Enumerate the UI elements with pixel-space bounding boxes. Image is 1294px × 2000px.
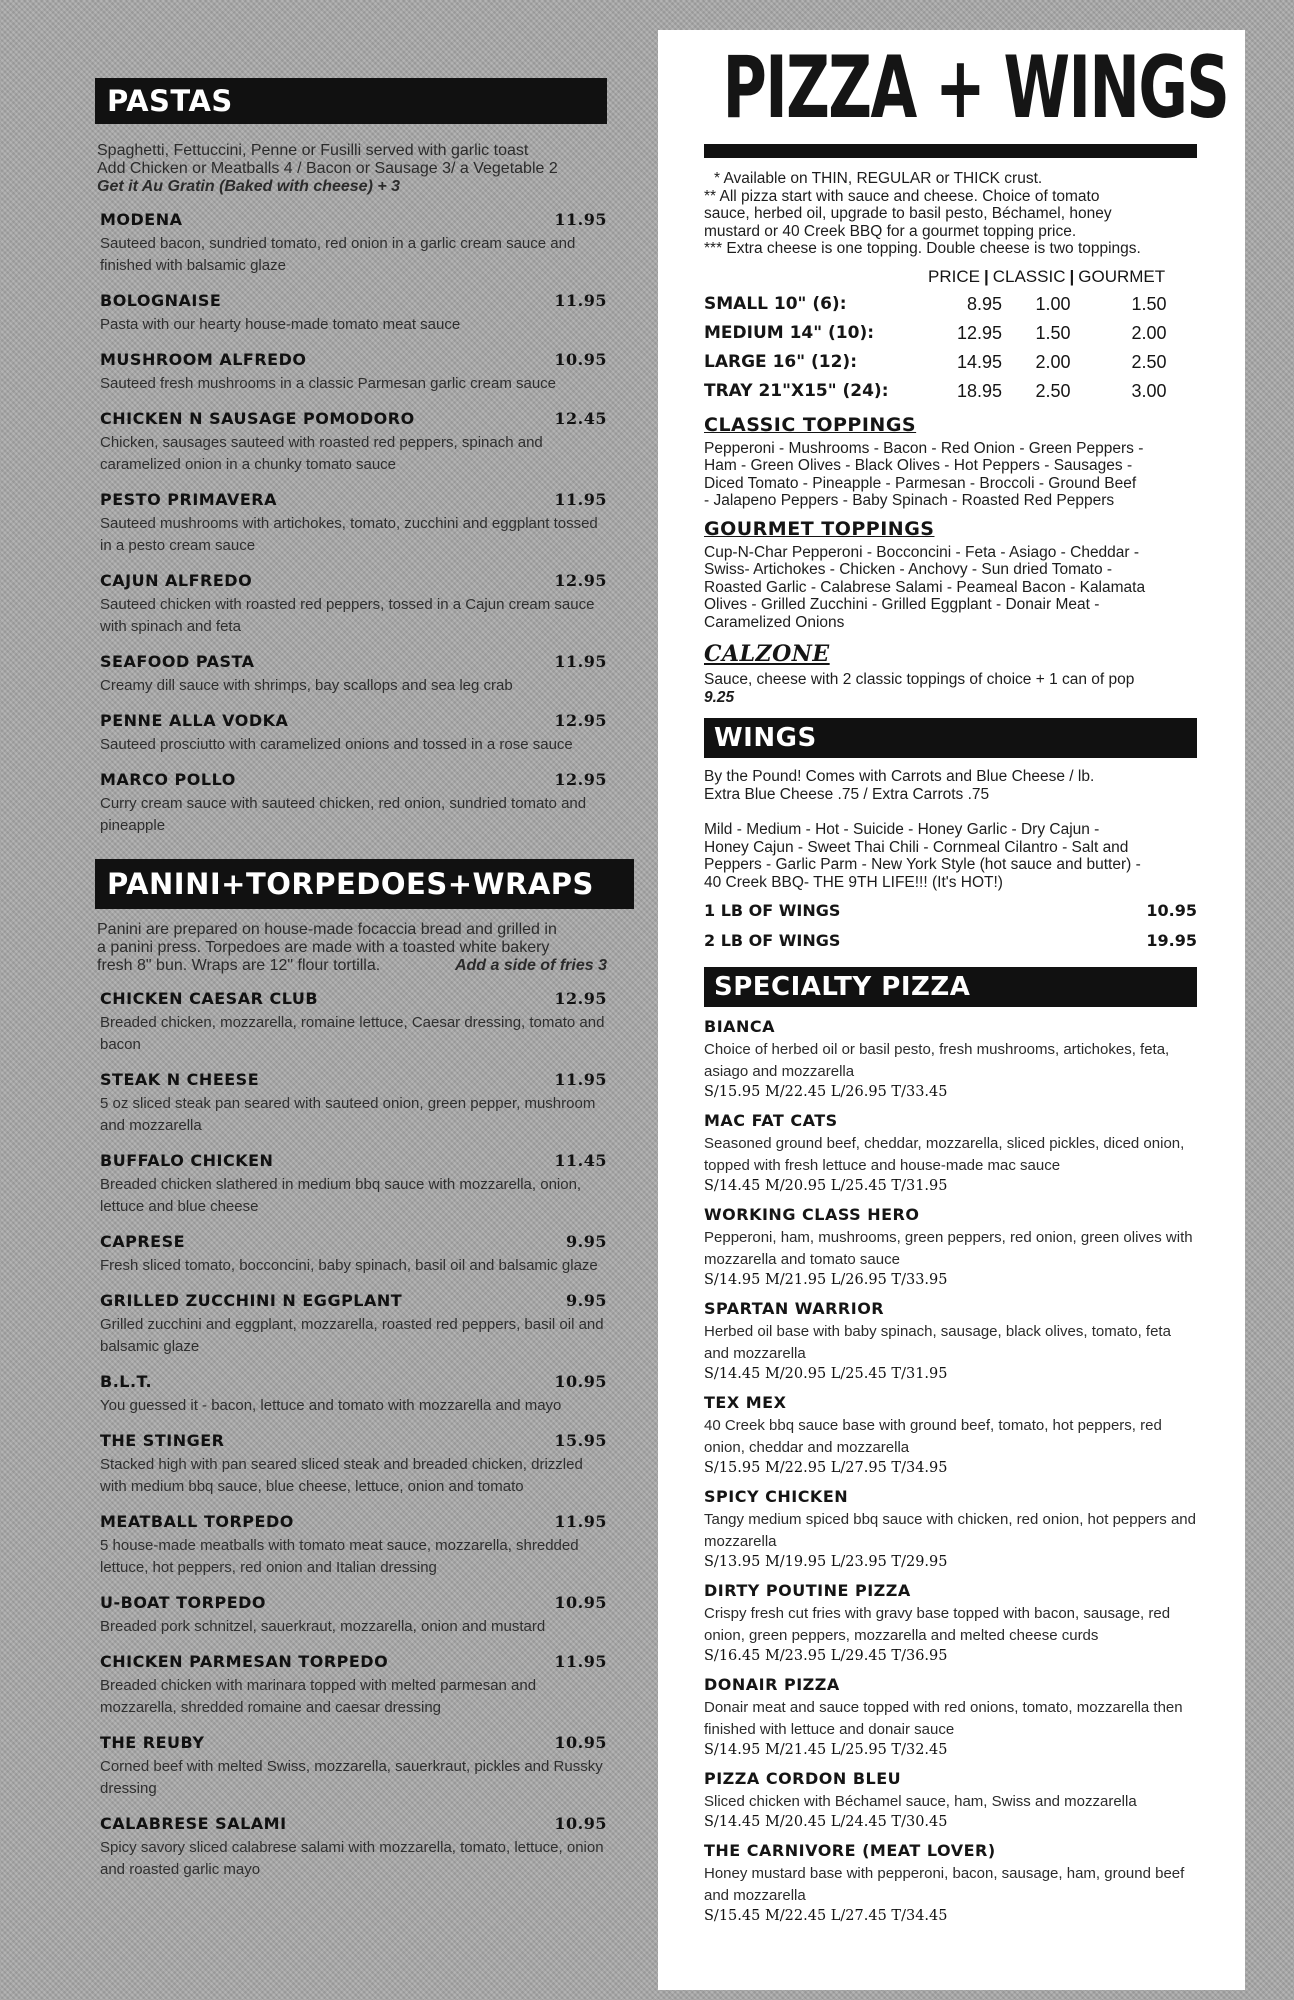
specialty-prices: S/14.45 M/20.95 L/25.45 T/31.95 bbox=[704, 1366, 948, 1382]
item-desc: Grilled zucchini and eggplant, mozzarella, roasted red peppers, basil oil and balsamic glaze bbox=[100, 1316, 604, 1355]
topping-line: Cup-N-Char Pepperoni - Bocconcini - Feta - Asiago - Cheddar - bbox=[704, 543, 1140, 561]
item-desc: Breaded chicken, mozzarella, romaine lettuce, Caesar dressing, tomato and bacon bbox=[100, 1014, 605, 1053]
item-name: BUFFALO CHICKEN bbox=[100, 1151, 274, 1170]
specialty-list bbox=[704, 1017, 1197, 1925]
note-line: *** Extra cheese is one topping. Double cheese is two toppings. bbox=[704, 240, 1141, 257]
menu-item bbox=[100, 989, 607, 1056]
item-name: CHICKEN CAESAR CLUB bbox=[100, 989, 319, 1008]
specialty-item bbox=[704, 1769, 1197, 1831]
item-price: 10.95 bbox=[554, 1814, 607, 1833]
specialty-desc: Choice of herbed oil or basil pesto, fresh mushrooms, artichokes, feta, asiago and mozzarella bbox=[704, 1041, 1170, 1080]
fries-note: Add a side of fries 3 bbox=[454, 957, 607, 974]
item-name: PESTO PRIMAVERA bbox=[100, 490, 277, 509]
specialty-prices: S/14.45 M/20.45 L/24.45 T/30.45 bbox=[704, 1814, 948, 1830]
specialty-name: THE CARNIVORE (MEAT LOVER) bbox=[704, 1841, 996, 1860]
specialty-name: BIANCA bbox=[704, 1017, 776, 1036]
item-desc: Sauteed mushrooms with artichokes, tomato, zucchini and eggplant tossed in a pesto cream sauce bbox=[100, 515, 598, 554]
size-name: LARGE 16" (12): bbox=[704, 351, 857, 372]
specialty-item bbox=[704, 1111, 1197, 1195]
specialty-prices: S/16.45 M/23.95 L/29.45 T/36.95 bbox=[704, 1648, 948, 1664]
specialty-prices: S/14.95 M/21.45 L/25.95 T/32.45 bbox=[704, 1742, 948, 1758]
calzone-price: 9.25 bbox=[704, 688, 735, 706]
specialty-item bbox=[704, 1017, 1197, 1101]
pasta-list bbox=[95, 210, 607, 837]
item-name: SEAFOOD PASTA bbox=[100, 652, 255, 671]
panini-intro bbox=[97, 921, 607, 975]
topping-line: Ham - Green Olives - Black Olives - Hot Peppers - Sausages - bbox=[704, 457, 1133, 474]
panini-list bbox=[95, 989, 607, 1881]
specialty-name: TEX MEX bbox=[704, 1393, 787, 1412]
specialty-name: SPARTAN WARRIOR bbox=[704, 1299, 885, 1318]
pizza-wings-title: PIZZA + WINGS bbox=[722, 38, 1229, 138]
specialty-name: WORKING CLASS HERO bbox=[704, 1205, 920, 1224]
item-desc: Sauteed bacon, sundried tomato, red onion in a garlic cream sauce and finished with balsamic glaze bbox=[100, 235, 576, 274]
flavour-line: 40 Creek BBQ- THE 9TH LIFE!!! (It's HOT!) bbox=[704, 873, 1003, 891]
specialty-item bbox=[704, 1675, 1197, 1759]
calzone-desc: Sauce, cheese with 2 classic toppings of choice + 1 can of pop bbox=[704, 671, 1135, 688]
item-name: THE REUBY bbox=[100, 1733, 205, 1752]
note-line: sauce, herbed oil, upgrade to basil pesto, Béchamel, honey bbox=[704, 205, 1112, 222]
item-desc: Fresh sliced tomato, bocconcini, baby spinach, basil oil and balsamic glaze bbox=[100, 1257, 598, 1274]
item-price: 10.95 bbox=[554, 1733, 607, 1752]
menu-item bbox=[100, 1512, 607, 1579]
item-name: CAJUN ALFREDO bbox=[100, 571, 253, 590]
classic-toppings-heading: CLASSIC TOPPINGS bbox=[704, 413, 917, 436]
left-column bbox=[95, 78, 607, 1881]
menu-item bbox=[100, 1232, 607, 1277]
topping-line: Caramelized Onions bbox=[704, 613, 845, 631]
item-desc: Curry cream sauce with sauteed chicken, red onion, sundried tomato and pineapple bbox=[100, 795, 587, 834]
item-name: MEATBALL TORPEDO bbox=[100, 1512, 294, 1531]
specialty-item bbox=[704, 1393, 1197, 1477]
wing-row-price: 10.95 bbox=[1146, 901, 1197, 920]
specialty-desc: Tangy medium spiced bbq sauce with chicken, red onion, hot peppers and mozzarella bbox=[704, 1511, 1196, 1550]
item-desc: Breaded chicken slathered in medium bbq sauce with mozzarella, onion, lettuce and blue cheese bbox=[100, 1176, 582, 1215]
topping-line: Swiss- Artichokes - Chicken - Anchovy - Sun dried Tomato - bbox=[704, 561, 1113, 578]
specialty-desc: Crispy fresh cut fries with gravy base topped with bacon, sausage, red onion, green peppers, mozzarella and melted cheese curds bbox=[704, 1605, 1171, 1644]
specialty-item bbox=[704, 1299, 1197, 1383]
item-price: 10.95 bbox=[554, 350, 607, 369]
classic-price: 2.00 bbox=[1035, 351, 1071, 372]
item-price: 11.95 bbox=[554, 1070, 607, 1089]
item-name: PENNE ALLA VODKA bbox=[100, 711, 289, 730]
specialty-item bbox=[704, 1205, 1197, 1289]
item-price: 12.95 bbox=[554, 571, 607, 590]
item-name: MARCO POLLO bbox=[100, 770, 236, 789]
specialty-heading: SPECIALTY PIZZA bbox=[704, 967, 1197, 1007]
item-desc: Corned beef with melted Swiss, mozzarella, sauerkraut, pickles and Russky dressing bbox=[100, 1758, 603, 1797]
size-price: 8.95 bbox=[966, 293, 1002, 314]
topping-line: Diced Tomato - Pineapple - Parmesan - Broccoli - Ground Beef bbox=[704, 474, 1137, 492]
gourmet-price: 3.00 bbox=[1131, 380, 1167, 401]
menu-item bbox=[100, 1151, 607, 1218]
item-name: MODENA bbox=[100, 210, 183, 229]
topping-line: - Jalapeno Peppers - Baby Spinach - Roasted Red Peppers bbox=[704, 492, 1115, 509]
size-name: SMALL 10" (6): bbox=[704, 293, 847, 314]
menu-item bbox=[100, 711, 607, 756]
menu-item bbox=[100, 1372, 607, 1417]
menu-item bbox=[100, 770, 607, 837]
gourmet-toppings-list bbox=[704, 544, 1197, 632]
specialty-prices: S/14.95 M/21.95 L/26.95 T/33.95 bbox=[704, 1272, 948, 1288]
item-price: 11.95 bbox=[554, 210, 607, 229]
menu-item bbox=[100, 409, 607, 476]
size-row bbox=[704, 290, 1197, 319]
item-desc: Chicken, sausages sauteed with roasted red peppers, spinach and caramelized onion in a chunky tomato sauce bbox=[100, 434, 543, 473]
specialty-prices: S/15.95 M/22.95 L/27.95 T/34.95 bbox=[704, 1460, 948, 1476]
item-name: U-BOAT TORPEDO bbox=[100, 1593, 266, 1612]
topping-line: Roasted Garlic - Calabrese Salami - Peameal Bacon - Kalamata bbox=[704, 578, 1146, 596]
size-price: 14.95 bbox=[956, 351, 1002, 372]
title-rule bbox=[704, 144, 1197, 158]
panini-intro-line: a panini press. Torpedoes are made with a toasted white bakery bbox=[97, 939, 550, 956]
item-desc: 5 oz sliced steak pan seared with sauteed onion, green pepper, mushroom and mozzarella bbox=[100, 1095, 596, 1134]
note-line: ** All pizza start with sauce and cheese. Choice of tomato bbox=[704, 187, 1100, 205]
menu-item bbox=[100, 1070, 607, 1137]
specialty-name: DIRTY POUTINE PIZZA bbox=[704, 1581, 911, 1600]
size-row bbox=[704, 377, 1197, 406]
right-column bbox=[658, 30, 1245, 1990]
menu-item bbox=[100, 1593, 607, 1638]
classic-price: 1.00 bbox=[1035, 293, 1071, 314]
menu-item bbox=[100, 1733, 607, 1800]
specialty-desc: Donair meat and sauce topped with red onions, tomato, mozzarella then finished with lettuce and donair sauce bbox=[704, 1699, 1183, 1738]
size-price: 12.95 bbox=[956, 322, 1002, 343]
topping-line: Pepperoni - Mushrooms - Bacon - Red Onion - Green Peppers - bbox=[704, 439, 1144, 457]
item-desc: Sauteed chicken with roasted red peppers, tossed in a Cajun cream sauce with spinach and feta bbox=[100, 596, 595, 635]
item-desc: 5 house-made meatballs with tomato meat sauce, mozzarella, shredded lettuce, hot peppers, red onion and Italian dressing bbox=[100, 1537, 579, 1576]
classic-toppings-list bbox=[704, 440, 1197, 510]
size-price: 18.95 bbox=[956, 380, 1002, 401]
specialty-desc: Pepperoni, ham, mushrooms, green peppers, red onion, green olives with mozzarella and tomato sauce bbox=[704, 1229, 1193, 1268]
item-name: CHICKEN PARMESAN TORPEDO bbox=[100, 1652, 389, 1671]
menu-item bbox=[100, 571, 607, 638]
item-name: MUSHROOM ALFREDO bbox=[100, 350, 307, 369]
item-name: STEAK N CHEESE bbox=[100, 1070, 260, 1089]
item-desc: Creamy dill sauce with shrimps, bay scallops and sea leg crab bbox=[100, 677, 513, 694]
pastas-intro-line: Spaghetti, Fettuccini, Penne or Fusilli served with garlic toast bbox=[97, 142, 529, 159]
item-name: BOLOGNAISE bbox=[100, 291, 222, 310]
menu-item bbox=[100, 210, 607, 277]
classic-price: 2.50 bbox=[1035, 380, 1071, 401]
item-name: THE STINGER bbox=[100, 1431, 225, 1450]
specialty-name: MAC FAT CATS bbox=[704, 1111, 838, 1130]
note-line: mustard or 40 Creek BBQ for a gourmet topping price. bbox=[704, 222, 1077, 240]
pastas-intro bbox=[97, 142, 607, 196]
item-price: 11.95 bbox=[554, 1652, 607, 1671]
item-price: 11.95 bbox=[554, 652, 607, 671]
pastas-intro-line: Add Chicken or Meatballs 4 / Bacon or Sausage 3/ a Vegetable 2 bbox=[97, 160, 558, 177]
col-gourmet: GOURMET bbox=[1078, 266, 1166, 286]
menu-item bbox=[100, 490, 607, 557]
pizza-notes bbox=[704, 170, 1197, 258]
pastas-heading: PASTAS bbox=[95, 78, 607, 124]
gourmet-toppings-heading: GOURMET TOPPINGS bbox=[704, 517, 935, 540]
item-price: 12.95 bbox=[554, 770, 607, 789]
panini-intro-line: Panini are prepared on house-made focaccia bread and grilled in bbox=[97, 921, 557, 938]
gourmet-price: 2.00 bbox=[1131, 322, 1167, 343]
item-desc: Sauteed fresh mushrooms in a classic Parmesan garlic cream sauce bbox=[100, 375, 557, 392]
wings-heading: WINGS bbox=[704, 718, 1197, 758]
menu-item bbox=[100, 350, 607, 395]
specialty-item bbox=[704, 1487, 1197, 1571]
size-row bbox=[704, 348, 1197, 377]
item-name: CHICKEN N SAUSAGE POMODORO bbox=[100, 409, 415, 428]
gourmet-price: 2.50 bbox=[1131, 351, 1167, 372]
menu-item bbox=[100, 652, 607, 697]
specialty-prices: S/15.95 M/22.45 L/26.95 T/33.45 bbox=[704, 1084, 948, 1100]
item-price: 11.95 bbox=[554, 291, 607, 310]
size-price-table bbox=[704, 264, 1197, 406]
item-price: 9.95 bbox=[566, 1291, 607, 1310]
wing-row-name: 1 LB OF WINGS bbox=[704, 901, 841, 920]
gourmet-price: 1.50 bbox=[1131, 293, 1167, 314]
menu-item bbox=[100, 1814, 607, 1881]
col-price: PRICE bbox=[928, 266, 980, 286]
specialty-prices: S/14.45 M/20.95 L/25.45 T/31.95 bbox=[704, 1178, 948, 1194]
pastas-gratin-note: Get it Au Gratin (Baked with cheese) + 3 bbox=[97, 178, 401, 195]
item-desc: Pasta with our hearty house-made tomato meat sauce bbox=[100, 316, 461, 333]
menu-item bbox=[100, 1291, 607, 1358]
table-header: PRICE | CLASSIC | GOURMET bbox=[704, 264, 1197, 290]
specialty-name: PIZZA CORDON BLEU bbox=[704, 1769, 902, 1788]
item-desc: Sauteed prosciutto with caramelized onions and tossed in a rose sauce bbox=[100, 736, 573, 753]
menu-item bbox=[100, 1652, 607, 1719]
specialty-name: SPICY CHICKEN bbox=[704, 1487, 849, 1506]
wings-desc-line: By the Pound! Comes with Carrots and Blue Cheese / lb. bbox=[704, 768, 1095, 785]
specialty-prices: S/15.45 M/22.45 L/27.45 T/34.45 bbox=[704, 1908, 948, 1924]
item-price: 9.95 bbox=[566, 1232, 607, 1251]
menu-item bbox=[100, 291, 607, 336]
item-desc: Breaded pork schnitzel, sauerkraut, mozzarella, onion and mustard bbox=[100, 1618, 546, 1635]
specialty-desc: Herbed oil base with baby spinach, sausage, black olives, tomato, feta and mozzarella bbox=[704, 1323, 1171, 1362]
topping-line: Olives - Grilled Zucchini - Grilled Eggplant - Donair Meat - bbox=[704, 596, 1100, 613]
specialty-item bbox=[704, 1841, 1197, 1925]
wing-row bbox=[704, 901, 1197, 921]
panini-heading: PANINI+TORPEDOES+WRAPS bbox=[95, 859, 634, 909]
wings-desc bbox=[704, 768, 1197, 803]
item-name: CAPRESE bbox=[100, 1232, 186, 1251]
item-price: 12.45 bbox=[554, 409, 607, 428]
flavour-line: Honey Cajun - Sweet Thai Chili - Cornmeal Cilantro - Salt and bbox=[704, 838, 1129, 856]
specialty-desc: Honey mustard base with pepperoni, bacon, sausage, ham, ground beef and mozzarella bbox=[704, 1865, 1185, 1904]
size-row bbox=[704, 319, 1197, 348]
item-price: 10.95 bbox=[554, 1372, 607, 1391]
classic-price: 1.50 bbox=[1035, 322, 1071, 343]
item-price: 12.95 bbox=[554, 989, 607, 1008]
wing-row-name: 2 LB OF WINGS bbox=[704, 931, 841, 950]
col-classic: CLASSIC bbox=[992, 266, 1066, 286]
size-name: TRAY 21"X15" (24): bbox=[704, 380, 889, 401]
item-name: GRILLED ZUCCHINI N EGGPLANT bbox=[100, 1291, 403, 1310]
item-name: B.L.T. bbox=[100, 1372, 153, 1391]
specialty-item bbox=[704, 1581, 1197, 1665]
item-price: 11.95 bbox=[554, 1512, 607, 1531]
item-desc: Breaded chicken with marinara topped with melted parmesan and mozzarella, shredded romaine and caesar dressing bbox=[100, 1677, 537, 1716]
item-desc: Stacked high with pan seared sliced steak and breaded chicken, drizzled with medium bbq sauce, blue cheese, lettuce, onion and tomato bbox=[100, 1456, 583, 1495]
specialty-desc: Sliced chicken with Béchamel sauce, ham, Swiss and mozzarella bbox=[704, 1793, 1137, 1810]
specialty-prices: S/13.95 M/19.95 L/23.95 T/29.95 bbox=[704, 1554, 948, 1570]
item-price: 11.95 bbox=[554, 490, 607, 509]
flavour-line: Mild - Medium - Hot - Suicide - Honey Garlic - Dry Cajun - bbox=[704, 821, 1100, 838]
wing-row-price: 19.95 bbox=[1146, 931, 1197, 950]
item-price: 12.95 bbox=[554, 711, 607, 730]
item-desc: Spicy savory sliced calabrese salami with mozzarella, tomato, lettuce, onion and roasted garlic mayo bbox=[100, 1839, 604, 1878]
item-price: 15.95 bbox=[554, 1431, 607, 1450]
note-line: * Available on THIN, REGULAR or THICK crust. bbox=[714, 170, 1043, 187]
item-name: CALABRESE SALAMI bbox=[100, 1814, 287, 1833]
flavour-line: Peppers - Garlic Parm - New York Style (hot sauce and butter) - bbox=[704, 856, 1141, 873]
wings-desc-line: Extra Blue Cheese .75 / Extra Carrots .75 bbox=[704, 785, 990, 803]
wings-flavours bbox=[704, 821, 1197, 891]
menu-item bbox=[100, 1431, 607, 1498]
item-price: 10.95 bbox=[554, 1593, 607, 1612]
item-price: 11.45 bbox=[554, 1151, 607, 1170]
wing-row bbox=[704, 931, 1197, 951]
calzone-block bbox=[704, 671, 1197, 706]
specialty-name: DONAIR PIZZA bbox=[704, 1675, 840, 1694]
panini-intro-line: fresh 8" bun. Wraps are 12" flour tortilla. bbox=[97, 957, 381, 974]
item-desc: You guessed it - bacon, lettuce and tomato with mozzarella and mayo bbox=[100, 1397, 562, 1414]
specialty-desc: 40 Creek bbq sauce base with ground beef, tomato, hot peppers, red onion, cheddar and mozzarella bbox=[704, 1417, 1162, 1456]
size-name: MEDIUM 14" (10): bbox=[704, 322, 875, 343]
specialty-desc: Seasoned ground beef, cheddar, mozzarella, sliced pickles, diced onion, topped with fresh lettuce and house-made mac sauce bbox=[704, 1135, 1185, 1174]
calzone-heading: CALZONE bbox=[704, 641, 830, 667]
